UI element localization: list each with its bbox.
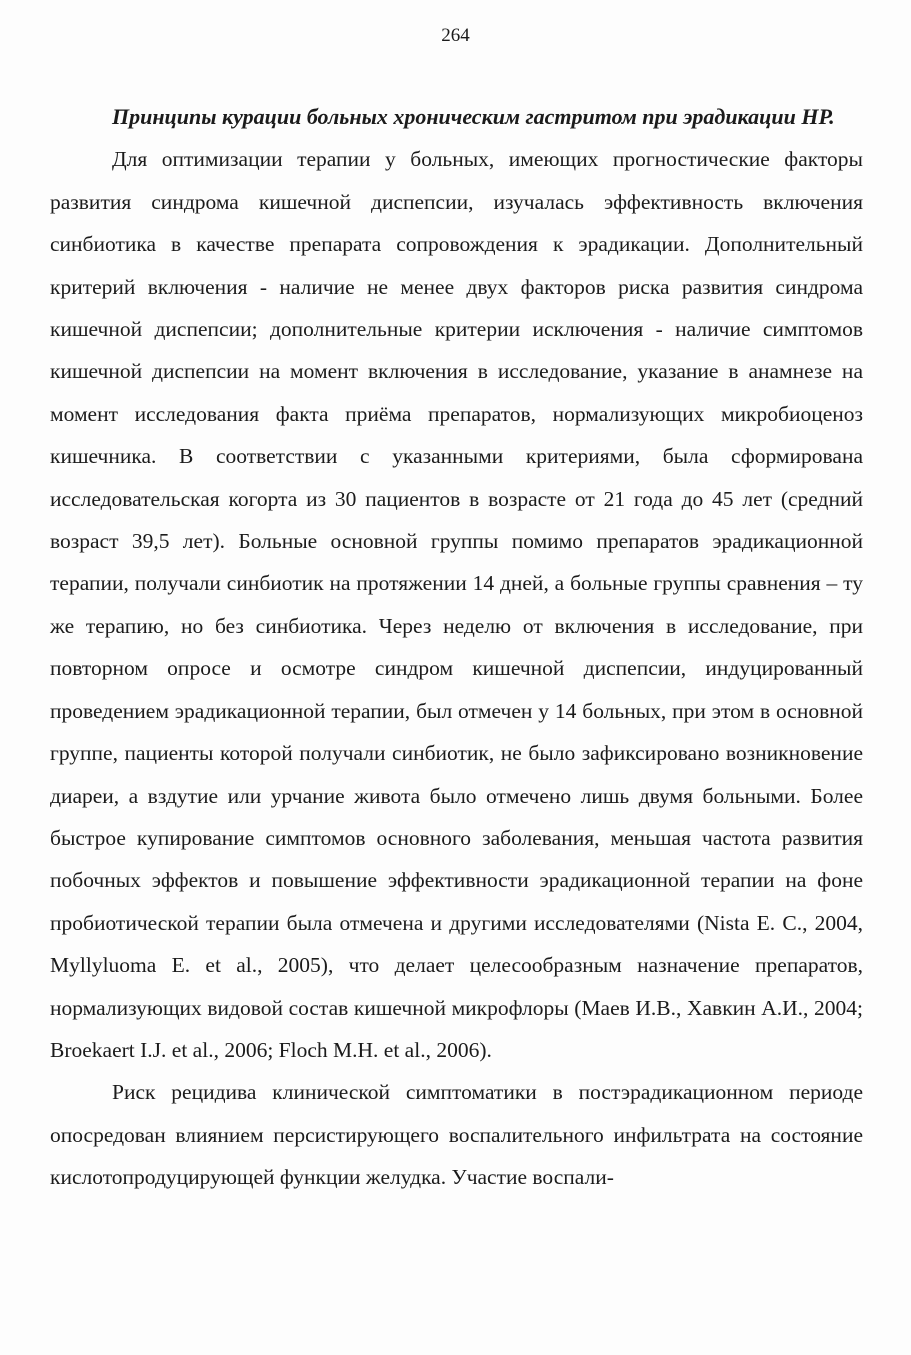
section-heading: Принципы курации больных хроническим гастритом при эрадикации HP. [112, 104, 835, 129]
paragraph-1: Для оптимизации терапии у больных, имеющих прогностические факторы развития синдрома кишечной диспепсии, изучалась эффективность включения синбиотика в качестве препарата сопровождения к эрадикации. Дополнительный критерий включения - наличие не менее двух факторов риска развития синдрома кишечной диспепсии; дополнительные критерии исключения - наличие симптомов кишечной диспепсии на момент включения в исследование, указание в анамнезе на момент исследования факта приёма препаратов, нормализующих микробиоценоз кишечника. В соответствии с указанными критериями, была сформирована исследовательская когорта из 30 пациентов в возрасте от 21 года до 45 лет (средний возраст 39,5 лет). Больные основной группы помимо препаратов эрадикационной терапии, получали синбиотик на протяжении 14 дней, а больные группы сравнения – ту же терапию, но без синбиотика. Через неделю от включения в исследование, при повторном опросе и осмотре синдром кишечной диспепсии, индуцированный проведением эрадикационной терапии, был отмечен у 14 больных, при этом в основной группе, пациенты которой получали синбиотик, не было зафиксировано возникновение диареи, а вздутие или урчание живота было отмечено лишь двумя больными. Более быстрое купирование симптомов основного заболевания, меньшая частота развития побочных эффектов и повышение эффективности эрадикационной терапии на фоне пробиотической терапии была отмечена и другими исследователями (Nista E. C., 2004, Myllyluoma E. et al., 2005), что делает целесообразным назначение препаратов, нормализующих видовой состав кишечной микрофлоры (Маев И.В., Хавкин А.И., 2004; Broekaert I.J. et al., 2006; Floch M.H. et al., 2006). [50, 147, 863, 1062]
page-body [50, 96, 863, 1199]
paragraph-2: Риск рецидива клинической симптоматики в постэрадикационном периоде опосредован влиянием персистирующего воспалительного инфильтрата на состояние кислотопродуцирующей функции желудка. Участие воспали- [50, 1080, 863, 1190]
page-number: 264 [441, 25, 470, 46]
